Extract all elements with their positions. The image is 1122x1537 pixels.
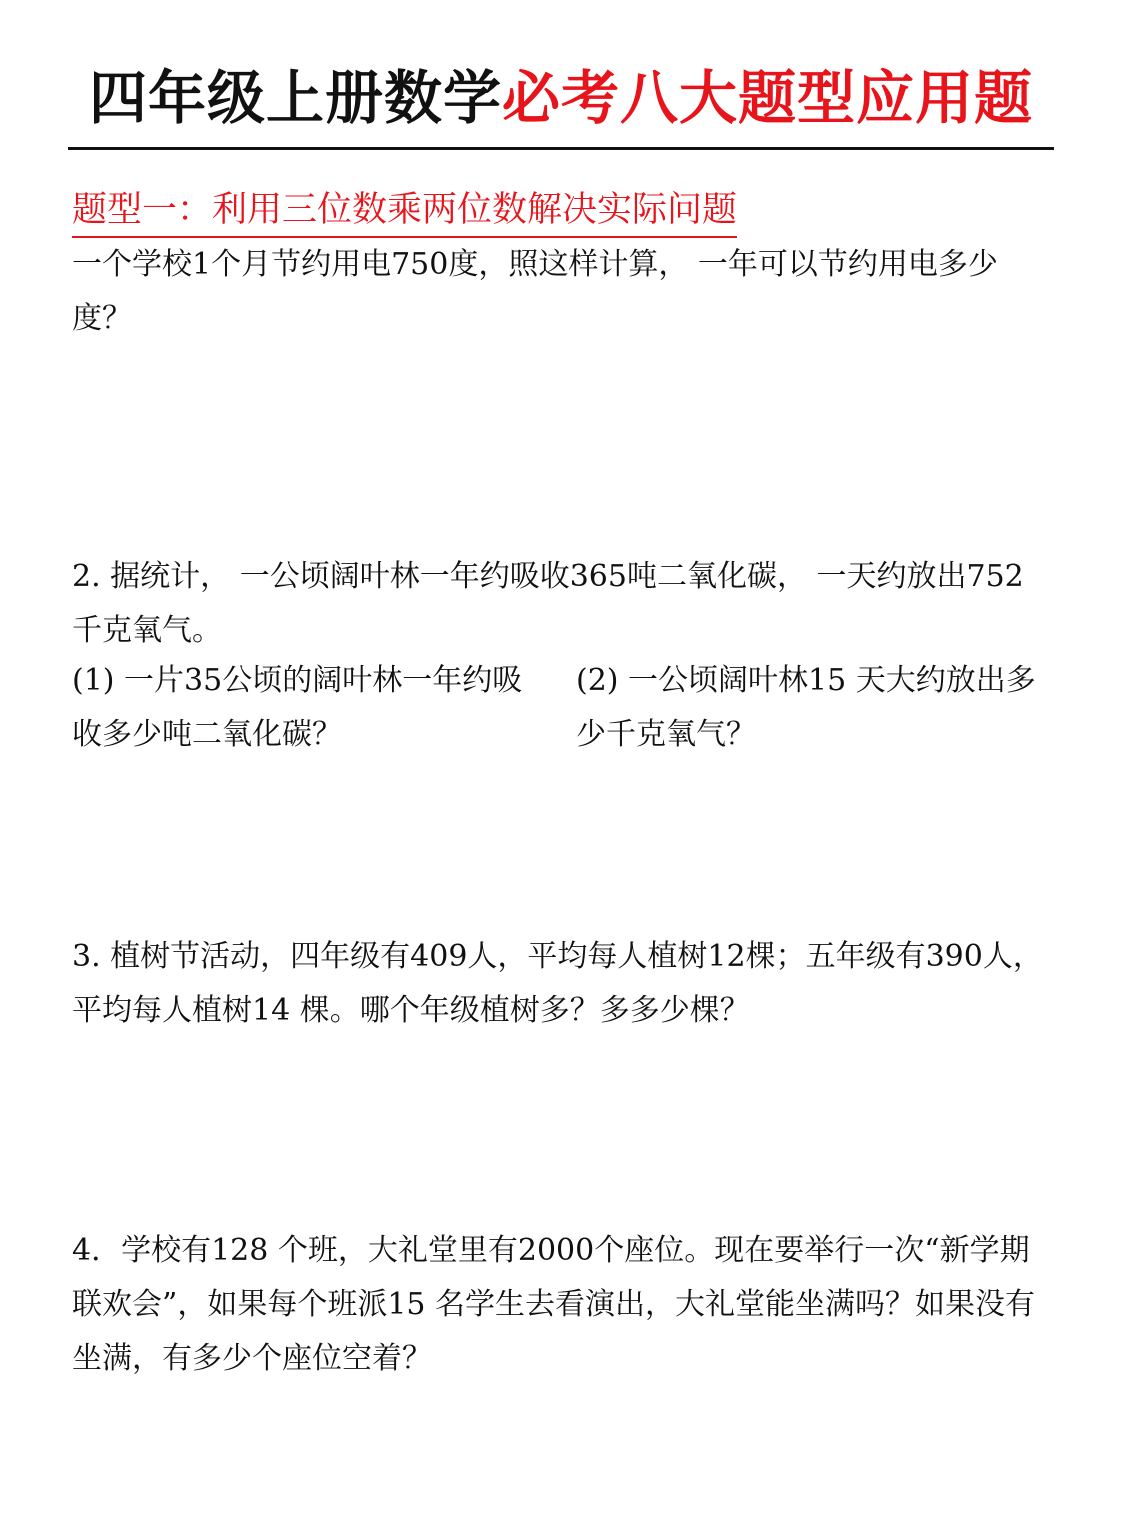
question-4: 4．学校有128 个班，大礼堂里有2000个座位。现在要举行一次“新学期联欢会”，如果每个班派15 名学生去看演出，大礼堂能坐满吗？如果没有坐满，有多少个座位空着？ <box>72 1233 1036 1376</box>
title-divider <box>68 147 1054 150</box>
question-2: 2. 据统计， 一公顷阔叶林一年约吸收365吨二氧化碳， 一天约放出752千克氧气。 <box>72 559 1024 648</box>
page-title <box>0 60 1122 136</box>
question-1: 一个学校1个月节约用电750度，照这样计算， 一年可以节约用电多少度？ <box>72 247 998 336</box>
page-title-grade: 四年级上册数学 <box>88 64 502 132</box>
page-title-topic: 必考八大题型应用题 <box>502 64 1034 132</box>
question-2-part-1: (1) 一片35公顷的阔叶林一年约吸收多少吨二氧化碳？ <box>72 663 523 752</box>
section-heading: 题型一：利用三位数乘两位数解决实际问题 <box>72 186 737 238</box>
question-2-part-2: (2) 一公顷阔叶林15 天大约放出多少千克氧气？ <box>576 663 1036 752</box>
question-3: 3. 植树节活动，四年级有409人，平均每人植树12棵；五年级有390人，平均每人植树14 棵。哪个年级植树多？多多少棵？ <box>72 939 1043 1028</box>
